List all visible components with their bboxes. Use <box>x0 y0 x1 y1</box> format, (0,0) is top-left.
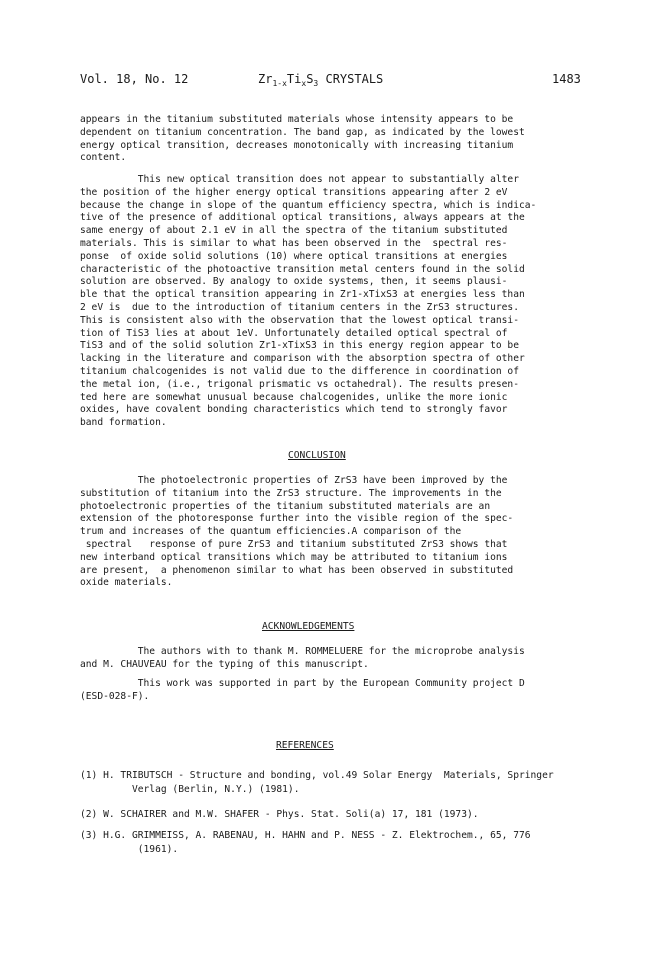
acknowledgements-paragraph-1: The authors with to thank M. ROMMELUERE for the microprobe analysis and M. CHAUVEAU for the typing of this manuscript. <box>80 646 525 670</box>
references-heading: REFERENCES <box>276 740 334 751</box>
conclusion-paragraph: The photoelectronic properties of ZrS3 have been improved by the substitution of titanium into the ZrS3 structure. The improvements in the photoelectronic properties of the titanium substituted materials are an extension of the photoresponse further into the visible region of the spec- trum and increases of the quantum efficiencies.A comparison of the spectral response of pure ZrS3 and titanium substituted ZrS3 shows that new interband optical transitions which may be attributed to titanium ions are present, a phenomenon similar to what has been observed in substituted oxide materials. <box>80 475 514 589</box>
body-paragraph-1: appears in the titanium substituted materials whose intensity appears to be dependent on titanium concentration. The band gap, as indicated by the lowest energy optical transition, decreases monotonically with increasing titanium content. <box>80 114 525 164</box>
running-title: $Zr_{1-x}Ti_xS_3$ CRYSTALS <box>258 72 384 88</box>
reference-1: (1) H. TRIBUTSCH - Structure and bonding, vol.49 Solar Energy Materials, Springer Verlag (Berlin, N.Y.) (1981). <box>80 770 554 795</box>
body-paragraph-2: This new optical transition does not appear to substantially alter the position of the higher energy optical transitions appearing after 2 eV because the change in slope of the quantum efficiency spectra, which is indica- tive of the presence of additional optical transitions, always appears at the same energy of about 2.1 eV in all the spectra of the titanium substituted materials. This is similar to what has been observed in the spectral res- ponse of oxide solid solutions (10) where optical transitions at energies characteristic of the photoactive transition metal centers found in the solid solution are observed. By analogy to oxide systems, then, it seems plausi- ble that the optical transition appearing in Zr1-xTixS3 at energies less than 2 eV is due to the introduction of titanium centers in the ZrS3 structures. This is consistent also with the observation that the lowest optical transi- tion of TiS3 lies at about 1eV. Unfortunately detailed optical spectral of TiS3 and of the solid solution Zr1-xTixS3 in this energy region appear to be lacking in the literature and comparison with the absorption spectra of other titanium chalcogenides is not valid due to the difference in coordination of the metal ion, (i.e., trigonal prismatic vs octahedral). The results presen- ted here are somewhat unusual because chalcogenides, unlike the more ionic oxides, have covalent bonding characteristics which tend to strongly favor band formation. <box>80 174 537 429</box>
conclusion-heading: CONCLUSION <box>288 450 346 461</box>
acknowledgements-paragraph-2: This work was supported in part by the European Community project D (ESD-028-F). <box>80 678 525 702</box>
reference-3: (3) H.G. GRIMMEISS, A. RABENAU, H. HAHN and P. NESS - Z. Elektrochem., 65, 776 (1961). <box>80 830 531 855</box>
page-number: 1483 <box>552 72 581 86</box>
journal-volume: Vol. 18, No. 12 <box>80 72 189 86</box>
reference-2: (2) W. SCHAIRER and M.W. SHAFER - Phys. Stat. Soli(a) 17, 181 (1973). <box>80 809 479 820</box>
acknowledgements-heading: ACKNOWLEDGEMENTS <box>262 621 355 632</box>
